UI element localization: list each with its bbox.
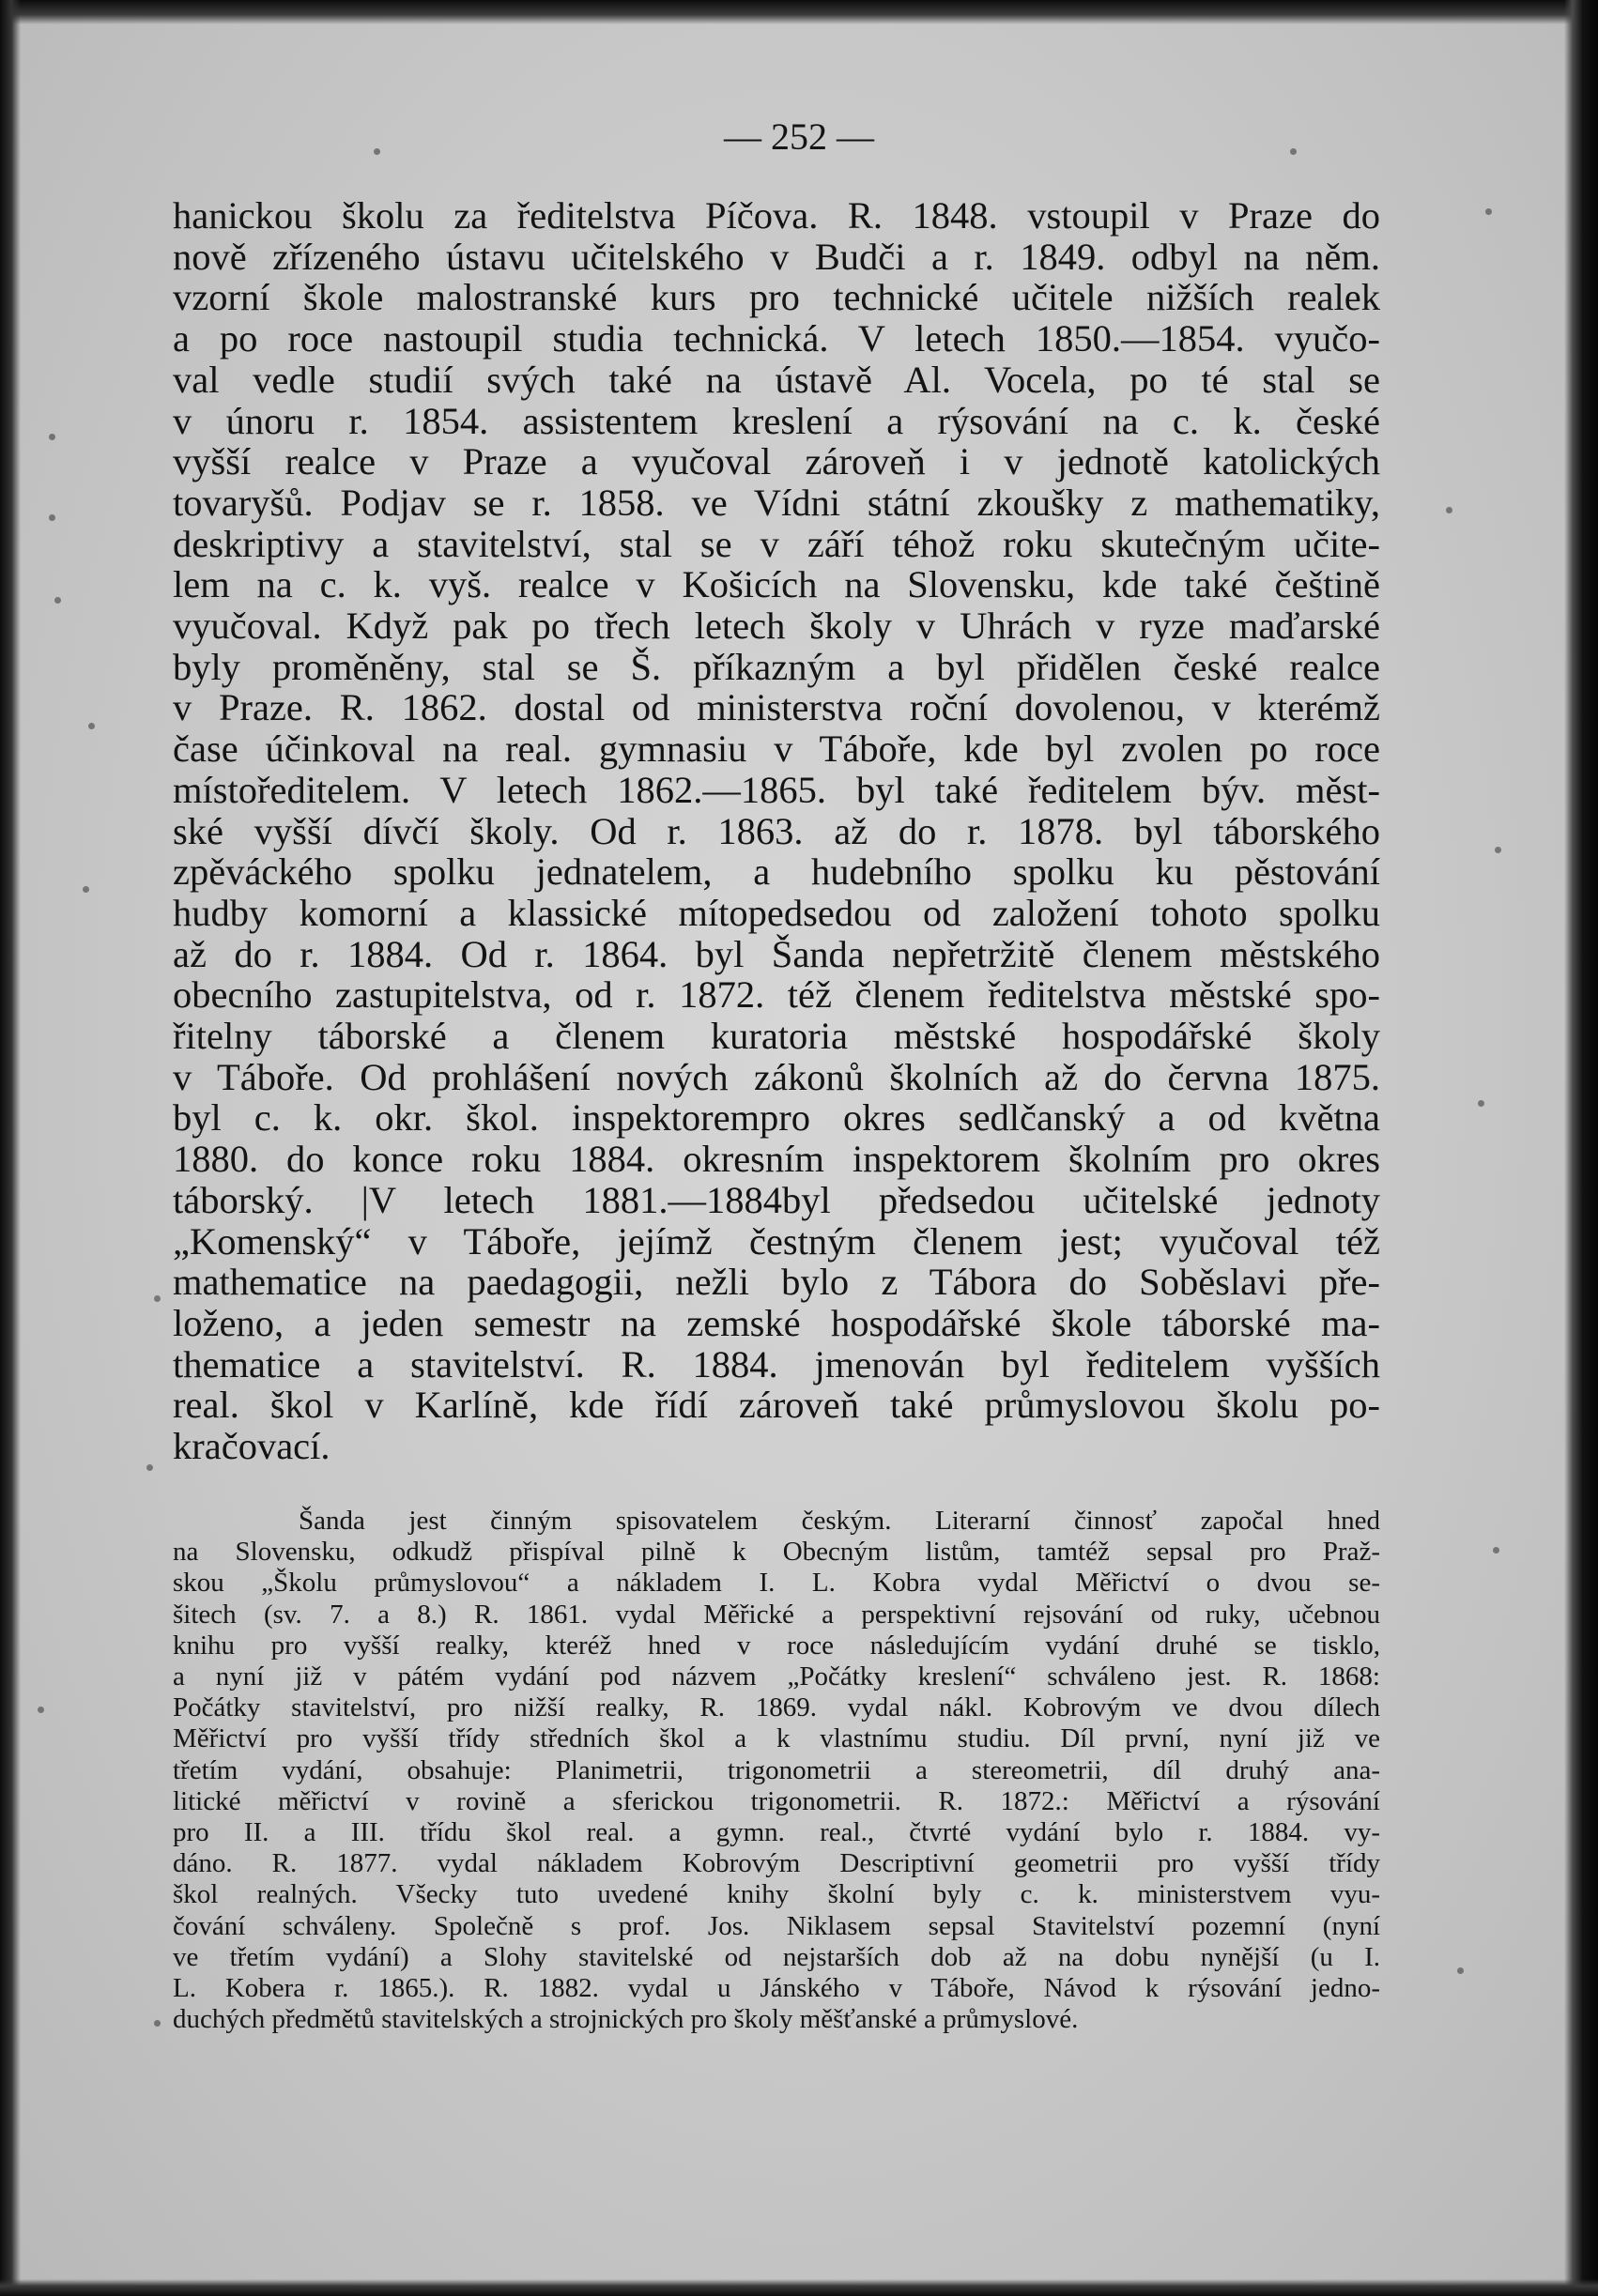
footnote-paragraph xyxy=(173,1506,1380,2035)
text-line: čase účinkoval na real. gymnasiu v Táboře, kde byl zvolen po roce xyxy=(173,727,1380,771)
text-line: v únoru r. 1854. assistentem kreslení a rýsování na c. k. české xyxy=(173,399,1380,442)
speck xyxy=(1493,1547,1499,1554)
text-line: vzorní škole malostranské kurs pro technické učitele nižších realek xyxy=(173,276,1380,319)
text-line: litické měřictví v rovině a sferickou trigonometrii. R. 1872.: Měřictví a rýsování xyxy=(173,1785,1380,1816)
text-line: škol realných. Všecky tuto uvedené knihy školní byly c. k. ministerstvem vyu- xyxy=(173,1879,1380,1910)
text-line: hanickou školu za ředitelstva Píčova. R. 1848. vstoupil v Praze do xyxy=(173,194,1380,237)
text-line: v Táboře. Od prohlášení nových zákonů školních až do června 1875. xyxy=(173,1055,1380,1098)
speck xyxy=(146,1464,153,1471)
speck xyxy=(1478,1100,1484,1107)
text-line: mathematice na paedagogii, nežli bylo z Tábora do Soběslavi pře- xyxy=(173,1261,1380,1304)
text-line: byly proměněny, stal se Š. příkazným a byl přidělen české realce xyxy=(173,645,1380,688)
text-line: na Slovensku, odkudž přispíval pilně k Obecným listům, tamtéž sepsal pro Praž- xyxy=(173,1537,1380,1568)
text-line: pro II. a III. třídu škol real. a gymn. real., čtvrté vydání bylo r. 1884. vy- xyxy=(173,1817,1380,1848)
text-line: šitech (sv. 7. a 8.) R. 1861. vydal Měřické a perspektivní rejsování od ruky, učebnou xyxy=(173,1599,1380,1630)
text-line: knihu pro vyšší realky, kteréž hned v roce následujícím vydání druhé se tisklo, xyxy=(173,1630,1380,1661)
text-line: tovaryšů. Podjav se r. 1858. ve Vídni státní zkoušky z mathematiky, xyxy=(173,481,1380,524)
speck xyxy=(49,514,55,521)
text-line: a po roce nastoupil studia technická. V letech 1850.—1854. vyučo- xyxy=(173,317,1380,360)
text-line: L. Kobera r. 1865.). R. 1882. vydal u Jánského v Táboře, Návod k rýsování jedno- xyxy=(173,1973,1380,2004)
text-line: místoředitelem. V letech 1862.—1865. byl také ředitelem býv. měst- xyxy=(173,768,1380,811)
text-line: skou „Školu průmyslovou“ a nákladem I. L. Kobra vydal Měřictví o dvou se- xyxy=(173,1568,1380,1599)
speck xyxy=(38,1707,44,1713)
text-line: thematice a stavitelství. R. 1884. jmenován byl ředitelem vyšších xyxy=(173,1342,1380,1385)
speck xyxy=(54,597,61,604)
scan-shadow-left xyxy=(0,0,21,2296)
speck xyxy=(1485,208,1492,215)
text-line: duchých předmětů stavitelských a strojnických pro školy měšťanské a průmyslové. xyxy=(173,2004,1079,2035)
text-line: nově zřízeného ústavu učitelského v Budči a r. 1849. odbyl na něm. xyxy=(173,235,1380,278)
text-line: 1880. do konce roku 1884. okresním inspektorem školním pro okres xyxy=(173,1138,1380,1181)
speck xyxy=(154,1295,161,1302)
text-line: Šanda jest činným spisovatelem českým. Literarní činnosť započal hned xyxy=(299,1506,1380,1536)
text-line: ské vyšší dívčí školy. Od r. 1863. až do r. 1878. byl táborského xyxy=(173,809,1380,852)
speck xyxy=(1457,1967,1464,1974)
speck xyxy=(88,723,95,729)
text-line: a nyní již v pátém vydání pod názvem „Počátky kreslení“ schváleno jest. R. 1868: xyxy=(173,1661,1380,1692)
text-line: třetím vydání, obsahuje: Planimetrii, trigonometrii a stereometrii, díl druhý ana- xyxy=(173,1754,1380,1785)
text-line: Měřictví pro vyšší třídy středních škol a k vlastnímu studiu. Díl první, nyní již ve xyxy=(173,1723,1380,1754)
text-line: zpěváckého spolku jednatelem, a hudebního spolku ku pěstování xyxy=(173,850,1380,894)
text-line: obecního zastupitelstva, od r. 1872. též členem ředitelstva městské spo- xyxy=(173,973,1380,1017)
text-line: v Praze. R. 1862. dostal od ministerstva roční dovolenou, v kterémž xyxy=(173,686,1380,729)
speck xyxy=(83,886,89,893)
text-line: hudby komorní a klassické mítopedsedou od založení tohoto spolku xyxy=(173,891,1380,934)
text-line: real. škol v Karlíně, kde řídí zároveň také průmyslovou školu po- xyxy=(173,1384,1380,1427)
text-line: dáno. R. 1877. vydal nákladem Kobrovým Descriptivní geometrii pro vyšší třídy xyxy=(173,1848,1380,1879)
text-line: až do r. 1884. Od r. 1864. byl Šanda nepřetržitě členem městského xyxy=(173,932,1380,975)
text-line: val vedle studií svých také na ústavě Al. Vocela, po té stal se xyxy=(173,358,1380,401)
speck xyxy=(1495,847,1501,853)
text-line: řitelny táborské a členem kuratoria městské hospodářské školy xyxy=(173,1015,1380,1058)
text-line: vyšší realce v Praze a vyučoval zároveň i v jednotě katolických xyxy=(173,440,1380,483)
speck xyxy=(49,434,55,440)
text-line: ve třetím vydání) a Slohy stavitelské od nejstarších dob až na dobu nynější (u I. xyxy=(173,1941,1380,1972)
scan-shadow-top xyxy=(0,0,1598,24)
scan-shadow-right xyxy=(1564,0,1598,2296)
text-line: vyučoval. Když pak po třech letech školy v Uhrách v ryze maďarské xyxy=(173,605,1380,648)
scan-shadow-bottom xyxy=(0,2279,1598,2296)
speck xyxy=(1446,507,1452,513)
main-paragraph xyxy=(173,195,1380,1467)
speck xyxy=(154,2020,161,2027)
text-line: táborský. |V letech 1881.—1884byl předsedou učitelské jednoty xyxy=(173,1178,1380,1221)
text-line: Počátky stavitelství, pro nižší realky, R. 1869. vydal nákl. Kobrovým ve dvou dílech xyxy=(173,1692,1380,1723)
text-line: „Komenský“ v Táboře, jejímž čestným členem jest; vyučoval též xyxy=(173,1219,1380,1263)
text-line: kračovací. xyxy=(173,1425,330,1468)
text-line: deskriptivy a stavitelství, stal se v září téhož roku skutečným učite- xyxy=(173,522,1380,565)
text-line: lem na c. k. vyš. realce v Košicích na Slovensku, kde také češtině xyxy=(173,563,1380,606)
text-line: byl c. k. okr. škol. inspektorempro okres sedlčanský a od května xyxy=(173,1096,1380,1140)
text-line: čování schváleny. Společně s prof. Jos. Niklasem sepsal Stavitelství pozemní (nyní xyxy=(173,1910,1380,1941)
page-number: — 252 — xyxy=(724,115,874,158)
text-line: loženo, a jeden semestr na zemské hospodářské škole táborské ma- xyxy=(173,1301,1380,1344)
